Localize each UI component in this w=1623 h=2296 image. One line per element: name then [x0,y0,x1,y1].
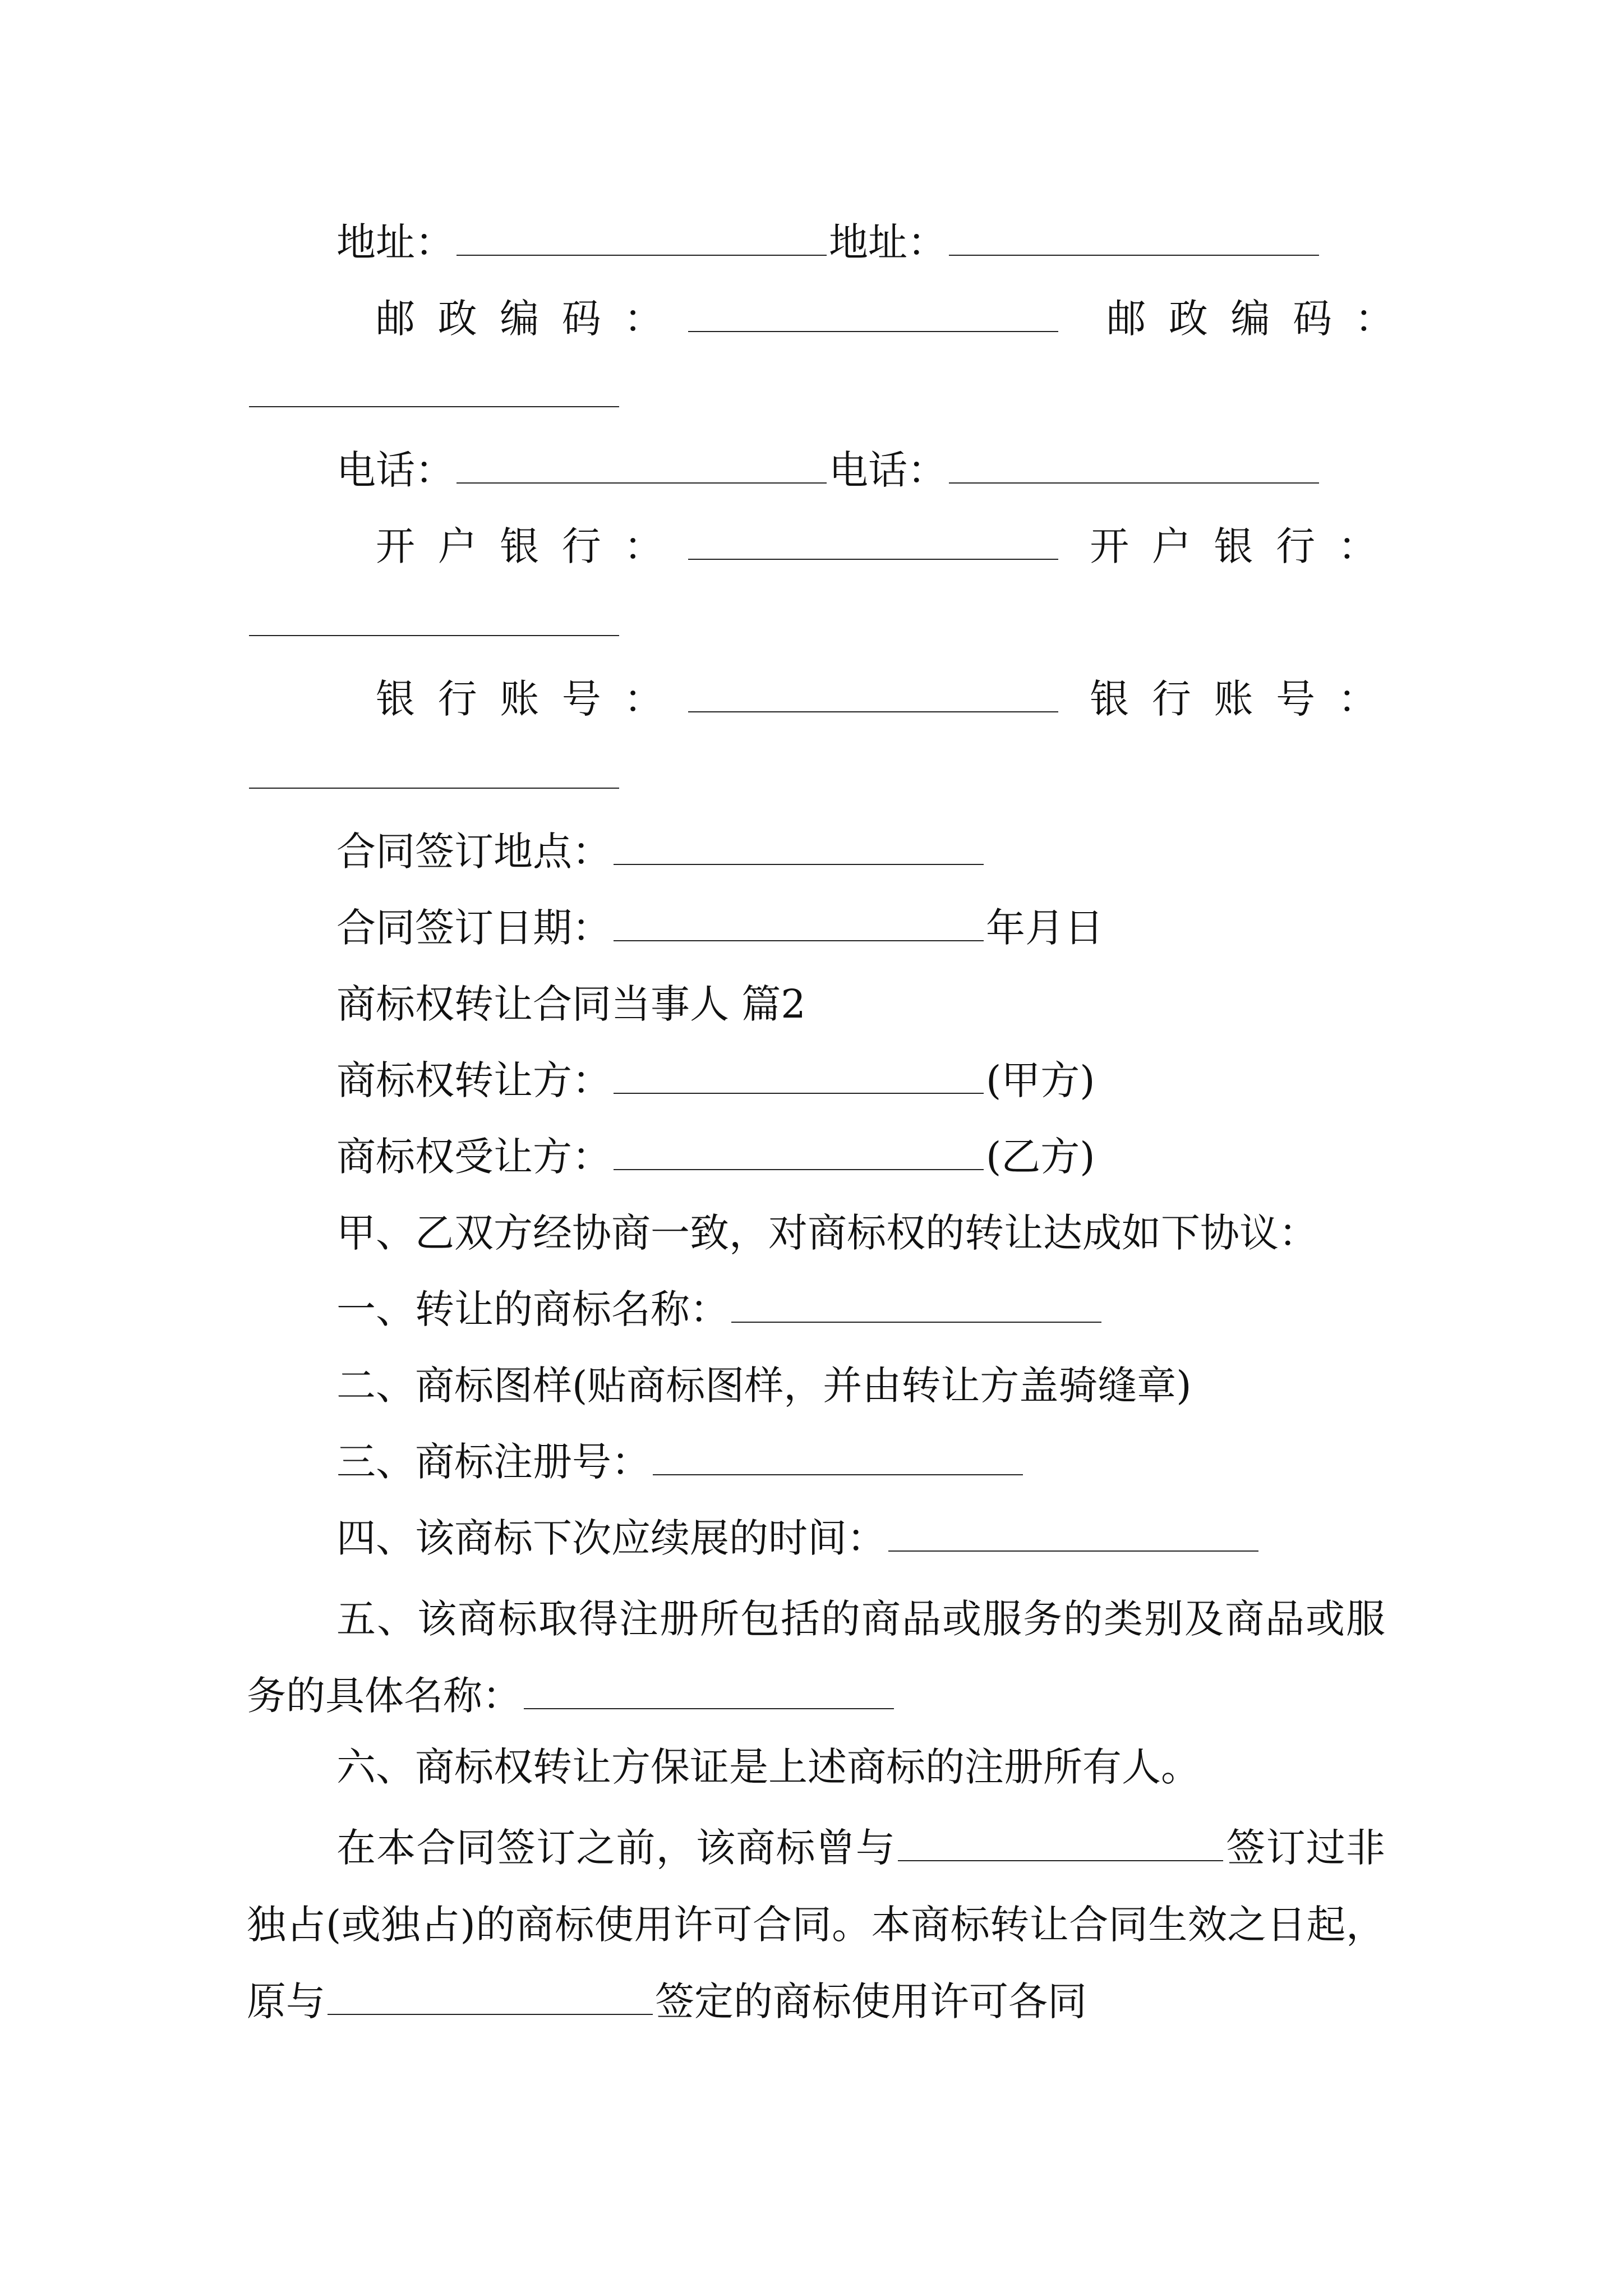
postal-code-label-b: 邮政编码： [1106,296,1417,342]
account-row-cont [247,747,695,803]
transferee-row [336,1129,1458,1185]
phone-field-a[interactable] [457,443,827,484]
transferor-label: 商标权转让方： [336,1057,611,1103]
clause-4-row [336,1510,1458,1566]
signing-place-field[interactable] [614,825,984,865]
phone-row [336,442,1458,498]
transferor-field[interactable] [614,1053,984,1094]
bank-label-a: 开户银行： [376,523,686,569]
clause-2-row [336,1358,1458,1414]
trademark-name-field[interactable] [731,1282,1101,1323]
phone-field-b[interactable] [949,443,1319,484]
bank-field-b[interactable] [249,596,619,636]
license-text-3: 签定的商标使用许可各同 [655,1978,1087,2024]
clause-3-row [336,1434,1458,1490]
section-title [336,976,1458,1032]
section-title-text: 商标权转让合同当事人 篇2 [336,981,806,1027]
signing-place-label: 合同签订地点： [336,829,611,875]
signing-date-row [336,900,1458,956]
clause-6-text: 六、商标权转让方保证是上述商标的注册所有人。 [336,1744,1200,1790]
account-label-b: 银行账号： [1090,676,1400,722]
license-text-2: 签订过非独占(或独占)的商标使用许可合同。本商标转让合同生效之日起，原与 [247,1825,1386,2024]
address-field-a[interactable] [457,215,827,256]
bank-row-cont [247,595,695,651]
clause-4-text: 四、该商标下次应续展的时间： [336,1515,886,1561]
transferee-label: 商标权受让方： [336,1134,611,1180]
bank-field-a[interactable] [688,519,1058,560]
renewal-time-field[interactable] [888,1511,1258,1552]
account-field-a[interactable] [688,672,1058,712]
transferee-field[interactable] [614,1130,984,1170]
clause-3-text: 三、商标注册号： [336,1439,651,1485]
address-label-b: 地址： [829,219,947,265]
postal-code-field-a[interactable] [688,292,1058,332]
clause-5-text: 五、该商标取得注册所包括的商品或服务的类别及商品或服务的具体名称： [247,1596,1385,1719]
prior-licensee-field[interactable] [898,1821,1223,1861]
signing-date-label: 合同签订日期： [336,905,611,951]
address-row [336,214,1458,270]
phone-label-a: 电话： [336,447,454,493]
account-label-a: 银行账号： [376,676,686,722]
signing-date-suffix: 年月日 [986,905,1104,951]
signing-date-field[interactable] [614,901,984,941]
signing-place-row [336,823,1458,880]
original-licensee-field[interactable] [328,1975,653,2015]
postal-code-row [376,291,1497,347]
address-label-a: 地址： [336,219,454,265]
clause-5-paragraph [247,1581,1385,1734]
account-row [376,671,1497,727]
bank-row [376,518,1497,574]
clause-1-row [336,1281,1458,1337]
account-field-b[interactable] [249,748,619,789]
intro-row [336,1205,1458,1261]
registration-number-field[interactable] [653,1435,1023,1475]
transferee-suffix: (乙方) [986,1134,1095,1180]
postal-code-label-a: 邮政编码： [376,296,686,342]
postal-code-field-b[interactable] [249,367,619,407]
intro-text: 甲、乙双方经协商一致，对商标权的转让达成如下协议： [336,1210,1318,1256]
license-paragraph [247,1810,1385,2040]
transferor-suffix: (甲方) [986,1057,1095,1103]
postal-code-row-cont [247,366,695,422]
clause-1-text: 一、转让的商标名称： [336,1286,729,1332]
clause-2-text: 二、商标图样(贴商标图样，并由转让方盖骑缝章) [336,1363,1192,1409]
clause-6-row [336,1739,1458,1795]
transferor-row [336,1052,1458,1108]
address-field-b[interactable] [949,215,1319,256]
phone-label-b: 电话： [829,447,947,493]
goods-services-field[interactable] [524,1669,894,1709]
bank-label-b: 开户银行： [1090,523,1400,569]
license-text-1: 在本合同签订之前，该商标曾与 [336,1825,896,1871]
